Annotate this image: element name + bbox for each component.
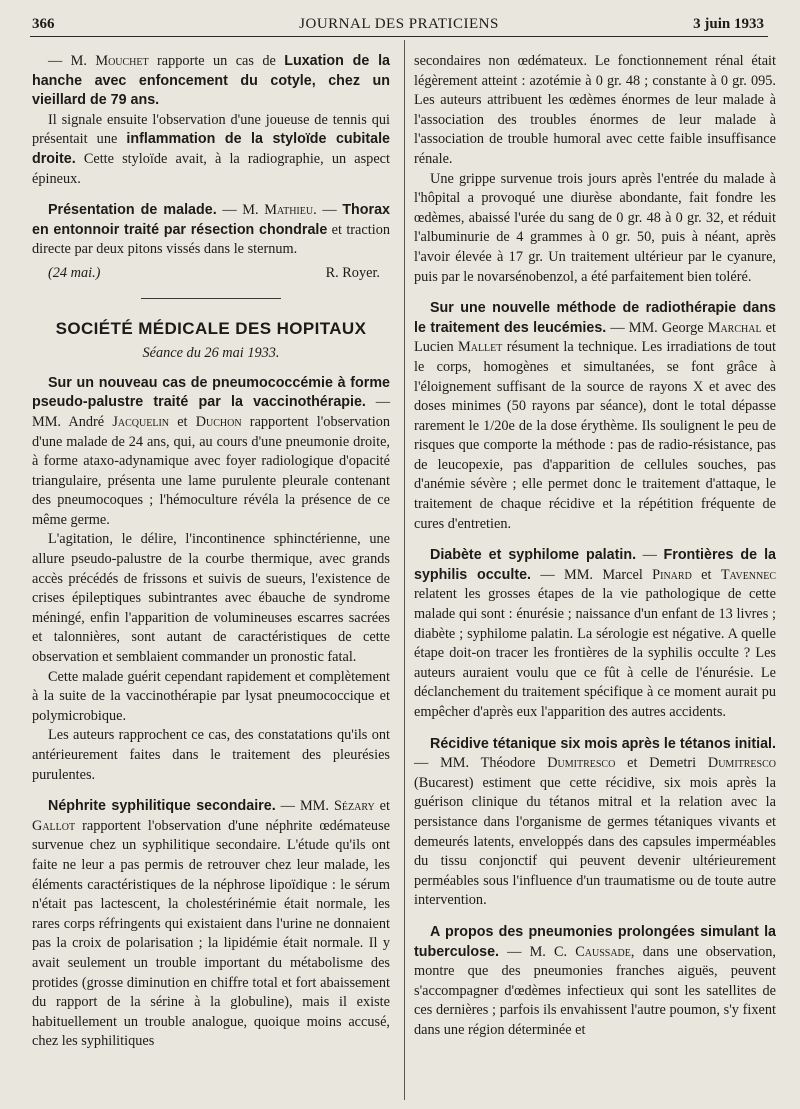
page-header (30, 14, 768, 37)
author-name: Sézary (333, 798, 375, 815)
report-heading: Néphrite syphilitique secondaire. (48, 798, 276, 815)
author-name: Dumitresco (707, 755, 776, 772)
author-name: Caussade (575, 943, 631, 960)
session-date: Séance du 26 mai 1933. (142, 345, 280, 362)
report-mathieu: Présentation de malade. — M. Mathieu. — Thorax en entonnoir traité par résection chondrale et traction directe par deux pitons vissés dans le sternum. (32, 202, 390, 258)
report-sezary: Néphrite syphilitique secondaire. — MM. Sézary et Gallot rapportent l'observation d'une néphrite œdémateuse survenue chez un syphilitique secondaire. L'étude qu'ils ont faite ne leur a pas permis de retrouver chez leur malade, les éléments caractéristiques de la néphrose lipoïdique : le sérum n'était pas lactescent, la cholestérinémie était normale, les rares corps réfringents qui existaient dans l'urine ne donnaient pas la croix de polarisation ; la lipidémie était normale. Il y avait seulement un trouble important du métabolisme des protides (grosse diminution en chiffre total et fort abaissement du rapport de la sérine à la globuline), mais il existe habituellement un trouble analogue, quoique moins accusé, chez les syphilitiques (32, 798, 390, 1050)
signature-date: (24 mai.) (48, 264, 101, 281)
page-number: 366 (32, 16, 55, 32)
report-heading: Sur un nouveau cas de pneumococcémie à forme pseudo-palustre traité par la vaccinothérapie. (32, 374, 390, 411)
report-heading: inflammation de la styloïde cubitale droite. (32, 131, 390, 167)
issue-date: 3 juin 1933 (693, 16, 764, 32)
left-column (32, 52, 390, 1052)
report-heading: Luxation de la hanche avec enfoncement du cotyle, chez un vieillard de 79 ans. (32, 53, 390, 109)
report-mouchet: — M. Mouchet rapporte un cas de Luxation de la hanche avec enfoncement du cotyle, chez un vieillard de 79 ans. (32, 53, 390, 109)
author-name: Pinard (652, 566, 692, 583)
author-name: Gallot (32, 817, 76, 834)
author-name: Dumitresco (547, 755, 616, 772)
report-heading: A propos des pneumonies prolongées simulant la tuberculose. (414, 923, 776, 960)
report-tennis: Il signale ensuite l'observation d'une joueuse de tennis qui présentait une inflammation de la styloïde cubitale droite. Cette styloïde avait, à la radiographie, un aspect épineux. (32, 111, 390, 187)
right-column (414, 52, 776, 1041)
paragraph: Une grippe survenue trois jours après l'entrée du malade à l'hôpital a provoqué une diurèse abondante, fait fondre les œdèmes, abaissé l'urée du sang de 0 gr. 48 à 0 gr. 32, et réduit l'albuminurie de 4 grammes à 0 gr. 50, puis à néant, après l'avoir élevée à 17 gr. Un traitement ultérieur par le cyanure, puis par le novarsénobenzol, a été parfaitement bien toléré. (414, 170, 776, 285)
paragraph: L'agitation, le délire, l'incontinence sphinctérienne, une allure pseudo-palustre de la courbe thermique, avec grands accès précédés de frissons et suivis de sueurs, l'existence de crises épileptiques subintrantes avec ébauche de syndrome méningé, enfin l'apparition de volumineuses escarres sacrées et talonnières, sont autant de caractéristiques de cette observation et semblaient commander un pronostic fatal. (32, 531, 390, 666)
report-marchal: Sur une nouvelle méthode de radiothérapie dans le traitement des leucémies. — MM. George Marchal et Lucien Mallet résument la technique. Les irradiations de tout le corps, homogènes et simultanées, se font grâce à l'éloignement suffisant de la source de rayons X et avec des doses minimes (50 rayons par séance), dont le total dépasse rarement le 1/20e de la dose érythème. Ils soulignent le peu de risques que comporte la méthode : pas de radio-résistance, pas de leucopexie, pas d'apparition de cellules souches, pas d'anémie sévère ; elle permet donc le traitement d'attaque, le traitement de chaque récidive et la répétition fréquente de cures d'entretien. (414, 300, 776, 532)
report-pinard: Diabète et syphilome palatin. — Frontières de la syphilis occulte. — MM. Marcel Pinard et Tavennec relatent les grosses étapes de la vie pathologique de cette malade qui sont : énurésie ; naissance d'un enfant de 13 livres ; diabète ; syphilome palatin. La sérologie est négative. A quelle étape doit-on tracer les frontières de la syphilis occulte ? Les auteurs auraient voulu que ce fût à celle de l'énurésie. Le déclanchement du traitement spécifique à ce moment aurait pu empêcher d'après eux l'apparition des autres accidents. (414, 547, 777, 720)
report-heading: Thorax en entonnoir traité par résection chondrale (32, 202, 390, 238)
signature-name: R. Royer. (325, 264, 380, 281)
journal-title: JOURNAL DES PRATICIENS (299, 16, 499, 32)
paragraph: secondaires non œdémateux. Le fonctionnement rénal était légèrement atteint : azotémie à 0 gr. 48 ; constante à 0 gr. 095. Les auteurs attribuent les œdèmes énormes de leur malade à l'association des troubles énormes de leur malade à l'association de trouble humoral avec cette faible insuffisance rénale. (414, 53, 776, 167)
author-name: Tavennec (720, 566, 777, 583)
section-title: SOCIÉTÉ MÉDICALE DES HOPITAUX (55, 318, 367, 338)
author-name: Mouchet (95, 53, 149, 69)
author-name: Mallet (458, 339, 503, 356)
signature-line (32, 264, 390, 284)
column-divider (404, 40, 405, 1100)
report-heading: Diabète et syphilome palatin. (430, 547, 637, 564)
author-name: Mathieu (264, 202, 314, 219)
report-heading: Récidive tétanique six mois après le tétanos initial. (430, 735, 776, 752)
author-name: Duchon (195, 413, 242, 430)
report-heading: Présentation de malade. (48, 202, 217, 219)
report-dumitresco: Récidive tétanique six mois après le tétanos initial. — MM. Théodore Dumitresco et Demetri Dumitresco (Bucarest) estiment que cette récidive, six mois après la guérison clinique du tétanos mitral et la relation avec la persistance dans l'organisme de germes tétaniques vivants et demeurés latents, enveloppés dans des capsules imperméables du tissu conjonctif qui peuvent devenir ultérieurement perméables sous l'influence d'un traumatisme ou de toute autre intervention. (414, 735, 776, 909)
section-rule (141, 298, 281, 299)
report-jacquelin: Sur un nouveau cas de pneumococcémie à forme pseudo-palustre traité par la vaccinothérapie. — MM. André Jacquelin et Duchon rapportent l'observation d'une malade de 24 ans, qui, au cours d'une pneumonie droite, à forme ataxo-adynamique avec foyer radiologique d'opacité triangulaire, présenta une lame purulente pleurale contenant des pneumocoques ; l'hémoculture révéla la présence de ce même germe. (32, 374, 390, 528)
author-name: Jacquelin (112, 413, 169, 430)
author-name: Marchal (707, 319, 762, 336)
paragraph: Cette malade guérit cependant rapidement et complètement à la suite de la vaccinothérapie par lysat pneumococcique et polymicrobique. (32, 668, 390, 724)
report-heading: Frontières de la syphilis occulte. (414, 547, 777, 583)
paragraph: Les auteurs rapprochent ce cas, des constatations qu'ils ont antérieurement faites dans le traitement des pleurésies purulentes. (32, 727, 390, 783)
report-caussade: A propos des pneumonies prolongées simulant la tuberculose. — M. C. Caussade, dans une observation, montre que des pneumonies franches aiguës, peuvent s'accompagner d'œdèmes infectieux qui sont les satellites de ces dernières ; parfois ils envahissent l'autre poumon, s'y fixent dans une région déterminée et (414, 923, 776, 1038)
report-heading: Sur une nouvelle méthode de radiothérapie dans le traitement des leucémies. (414, 300, 776, 336)
